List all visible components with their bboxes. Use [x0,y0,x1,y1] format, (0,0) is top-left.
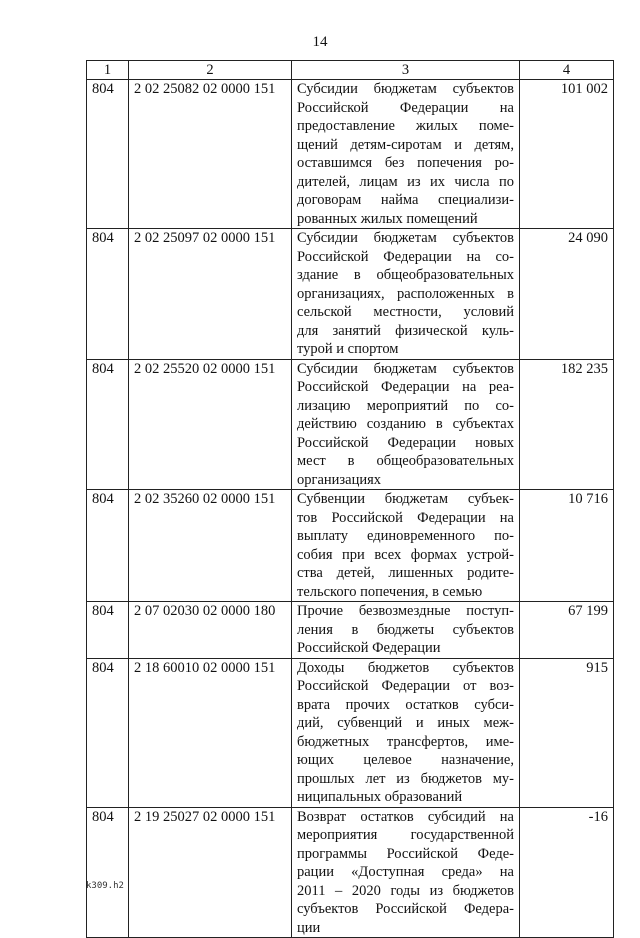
description-line: Субсидии бюджетам субъектов [297,230,514,246]
revenue-code-cell: 2 18 60010 02 0000 151 [129,658,292,807]
admin-code-cell: 804 [87,602,129,659]
description-line: организациях [297,471,382,488]
description-line: Прочие безвозмездные поступ- [297,603,514,619]
description-line: врата прочих остатков субси- [297,696,514,713]
admin-code-cell: 804 [87,490,129,602]
description-line: рации «Доступная среда» на [297,864,514,880]
description-line: Российской Федерации на реа- [297,379,514,395]
revenue-code-cell: 2 02 25520 02 0000 151 [129,359,292,490]
column-header-1: 1 [87,61,129,80]
description-line: щений детям-сиротам и детям, [297,136,514,153]
column-header-3: 3 [292,61,520,80]
amount-cell: -16 [520,807,614,938]
amount-cell: 182 235 [520,359,614,490]
description-line: ции [297,919,321,936]
description-line: договорам найма специализи- [297,192,514,208]
description-line: тельского попечения, в семью [297,583,483,600]
table-row [87,602,614,659]
table-row [87,807,614,938]
description-line: мест в общеобразовательных [297,453,514,469]
description-cell [292,807,520,938]
description-line: мероприятия государственной [297,827,514,843]
description-line: прошлых лет из бюджетов му- [297,770,514,787]
description-line: ниципальных образований [297,789,463,805]
document-footer-code: k309.h2 [86,881,124,891]
description-cell [292,658,520,807]
description-line: турой и спортом [297,341,399,357]
description-line: Российской Федерации на со- [297,248,514,265]
description-line: ления в бюджеты субъектов [297,621,514,638]
admin-code-cell: 804 [87,80,129,229]
column-header-4: 4 [520,61,614,80]
description-line: субъектов Российской Федера- [297,901,514,917]
table-row [87,80,614,229]
amount-cell: 10 716 [520,490,614,602]
description-line: оставшимся без попечения ро- [297,155,514,171]
revenue-code-cell: 2 02 35260 02 0000 151 [129,490,292,602]
description-line: собия при всех формах устрой- [297,546,514,563]
admin-code-cell: 804 [87,359,129,490]
table-row [87,229,614,360]
description-line: Субсидии бюджетам субъектов [297,81,514,97]
revenue-code-cell: 2 02 25097 02 0000 151 [129,229,292,360]
admin-code-cell: 804 [87,229,129,360]
description-line: ства детей, лишенных родите- [297,565,514,581]
description-line: предоставление жилых поме- [297,118,514,134]
admin-code-cell: 804 [87,658,129,807]
description-line: Российской Федерации от воз- [297,678,514,694]
description-line: программы Российской Феде- [297,845,514,862]
description-cell [292,229,520,360]
table-row [87,490,614,602]
amount-cell: 24 090 [520,229,614,360]
description-line: для занятий физической куль- [297,322,514,339]
revenue-code-cell: 2 07 02030 02 0000 180 [129,602,292,659]
description-line: Доходы бюджетов субъектов [297,659,514,676]
amount-cell: 67 199 [520,602,614,659]
description-line: действию созданию в субъектах [297,416,514,432]
revenue-code-cell: 2 02 25082 02 0000 151 [129,80,292,229]
description-line: сельской местности, условий [297,304,514,320]
description-line: Российской Федерации на [297,99,514,116]
budget-table [86,60,614,938]
description-line: Возврат остатков субсидий на [297,808,514,825]
amount-cell: 915 [520,658,614,807]
description-line: рованных жилых помещений [297,210,478,227]
admin-code-cell: 804 [87,807,129,938]
revenue-code-cell: 2 19 25027 02 0000 151 [129,807,292,938]
table-row [87,658,614,807]
description-cell [292,80,520,229]
description-line: бюджетных трансфертов, име- [297,733,514,750]
description-line: дий, субвенций и иных меж- [297,715,514,731]
description-cell [292,602,520,659]
description-line: дителей, лицам из их числа по [297,173,514,190]
description-line: выплату единовременного по- [297,528,514,544]
page-number: 14 [312,34,328,50]
description-line: Российской Федерации новых [297,434,514,451]
amount-cell: 101 002 [520,80,614,229]
description-line: 2011 – 2020 годы из бюджетов [297,882,514,899]
description-line: организациях, расположенных в [297,285,514,302]
description-line: Субсидии бюджетам субъектов [297,360,514,377]
description-line: тов Российской Федерации на [297,509,514,526]
column-header-2: 2 [129,61,292,80]
description-line: лизацию мероприятий по со- [297,397,514,414]
description-cell [292,359,520,490]
description-line: ющих целевое назначение, [297,752,514,768]
description-line: Субвенции бюджетам субъек- [297,491,514,507]
description-cell [292,490,520,602]
table-header-row [87,61,614,80]
table-row [87,359,614,490]
description-line: Российской Федерации [297,640,441,656]
description-line: здание в общеобразовательных [297,267,514,283]
